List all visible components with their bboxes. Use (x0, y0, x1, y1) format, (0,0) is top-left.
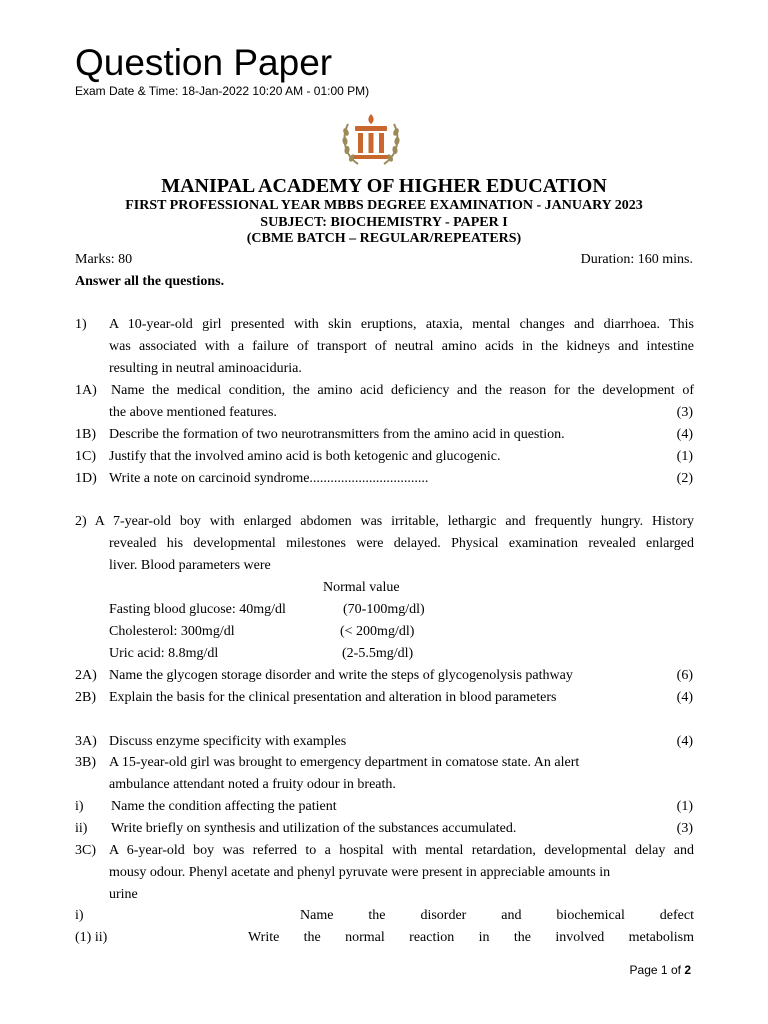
question-text: A 6-year-old boy was referred to a hospital with mental retardation, developmental delay and (109, 843, 694, 858)
sub-question-number: (1) ii) (75, 930, 108, 945)
question-marks: (3) (676, 405, 693, 420)
question-text: Name the glycogen storage disorder and write the steps of glycogenolysis pathway (109, 668, 573, 683)
page-current: 1 (660, 963, 668, 977)
page-title: Question Paper (75, 42, 333, 83)
question-text: Write a note on carcinoid syndrome.................................. (109, 471, 429, 486)
blood-parameter: Fasting blood glucose: 40mg/dl (109, 602, 286, 617)
normal-range: (70-100mg/dl) (343, 602, 425, 617)
question-marks: (1) (676, 449, 693, 464)
question-marks: (3) (676, 821, 693, 836)
question-number: 1C) (75, 449, 96, 464)
question-stem-line: 2) A 7-year-old boy with enlarged abdomen was irritable, lethargic and frequently hungry. History (75, 514, 694, 529)
question-marks: (4) (676, 734, 693, 749)
blood-parameter: Cholesterol: 300mg/dl (109, 624, 235, 639)
question-stem-line: A 10-year-old girl presented with skin eruptions, ataxia, mental changes and diarrhoea. This (109, 317, 694, 332)
page-total: 2 (684, 963, 691, 977)
question-number: 1B) (75, 427, 96, 442)
institution-name: MANIPAL ACADEMY OF HIGHER EDUCATION (161, 175, 607, 197)
normal-range: (2-5.5mg/dl) (342, 646, 414, 661)
question-text: ambulance attendant noted a fruity odour in breath. (109, 777, 396, 792)
question-text: Write briefly on synthesis and utilization of the substances accumulated. (111, 821, 517, 836)
question-number: 3A) (75, 734, 97, 749)
question-stem-line: revealed his developmental milestones were delayed. Physical examination revealed enlarged (109, 536, 694, 551)
question-stem-line: was associated with a failure of transport of neutral amino acids in the kidneys and intestine (109, 339, 694, 354)
question-number: 1D) (75, 471, 97, 486)
question-number: 3C) (75, 843, 96, 858)
question-text: the above mentioned features. (109, 405, 277, 420)
instruction: Answer all the questions. (75, 274, 225, 289)
exam-title: FIRST PROFESSIONAL YEAR MBBS DEGREE EXAMINATION - JANUARY 2023 (125, 198, 643, 213)
question-text: Discuss enzyme specificity with examples (109, 734, 347, 749)
question-number: 2A) (75, 668, 97, 683)
marks-total: Marks: 80 (75, 252, 133, 267)
question-marks: (4) (676, 427, 693, 442)
question-text: urine (109, 887, 138, 902)
question-marks: (1) (676, 799, 693, 814)
question-marks: (2) (676, 471, 693, 486)
question-text: Write the normal reaction in the involved metabolism (248, 930, 694, 945)
sub-question-number: ii) (75, 821, 88, 836)
question-marks: (4) (676, 690, 693, 705)
duration: Duration: 160 mins. (580, 252, 693, 267)
question-marks: (6) (676, 668, 693, 683)
question-stem-line: resulting in neutral aminoaciduria. (109, 361, 302, 376)
normal-range: (< 200mg/dl) (340, 624, 415, 639)
batch: (CBME BATCH – REGULAR/REPEATERS) (246, 231, 522, 246)
page-label: Page (629, 963, 658, 977)
sub-question-number: i) (75, 908, 84, 923)
question-text: A 15-year-old girl was brought to emergency department in comatose state. An alert (109, 755, 580, 770)
subject: SUBJECT: BIOCHEMISTRY - PAPER I (260, 215, 508, 230)
question-text: Describe the formation of two neurotransmitters from the amino acid in question. (109, 427, 565, 442)
exam-date-time: Exam Date & Time: 18-Jan-2022 10:20 AM - 01:00 PM) (75, 84, 370, 98)
question-number: 3B) (75, 755, 96, 770)
question-text: Name the disorder and biochemical defect (300, 908, 694, 923)
question-text: Explain the basis for the clinical presentation and alteration in blood parameters (109, 690, 557, 705)
normal-value-header: Normal value (323, 580, 400, 595)
question-text: Justify that the involved amino acid is both ketogenic and glucogenic. (109, 449, 501, 464)
question-text: Name the medical condition, the amino acid deficiency and the reason for the development of (111, 383, 694, 398)
question-stem-line: liver. Blood parameters were (109, 558, 271, 573)
question-number: 1A) (75, 383, 97, 398)
question-text: Name the condition affecting the patient (111, 799, 337, 814)
blood-parameter: Uric acid: 8.8mg/dl (109, 646, 219, 661)
question-text: mousy odour. Phenyl acetate and phenyl pyruvate were present in appreciable amounts in (109, 865, 611, 880)
sub-question-number: i) (75, 799, 84, 814)
question-number: 2B) (75, 690, 96, 705)
university-emblem-icon (338, 110, 404, 170)
page-of: of (670, 963, 681, 977)
question-number: 1) (75, 317, 87, 332)
page-number (630, 963, 691, 977)
